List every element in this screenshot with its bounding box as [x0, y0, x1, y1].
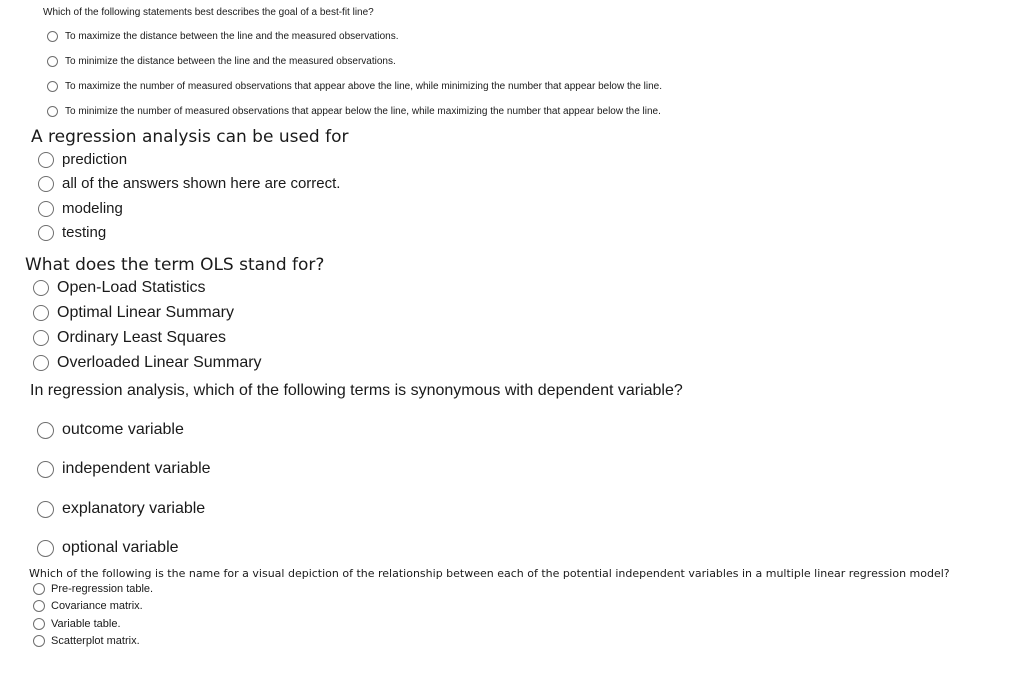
radio-button[interactable]	[33, 280, 49, 296]
question-2-prompt: A regression analysis can be used for	[31, 127, 349, 147]
question-4-option-1[interactable]	[37, 421, 184, 439]
question-1-option-1[interactable]	[47, 31, 399, 42]
radio-button[interactable]	[38, 176, 54, 192]
question-4-option-2[interactable]	[37, 460, 211, 478]
question-2-option-1[interactable]	[38, 151, 127, 168]
question-5-option-1[interactable]	[33, 583, 153, 595]
radio-button[interactable]	[47, 106, 58, 117]
option-label: To minimize the distance between the line and the measured observations.	[65, 56, 396, 67]
radio-button[interactable]	[47, 31, 58, 42]
option-label: prediction	[62, 151, 128, 168]
option-label: Pre-regression table.	[51, 583, 154, 595]
question-4-option-3[interactable]	[37, 500, 205, 518]
question-3-prompt: What does the term OLS stand for?	[25, 255, 325, 275]
radio-button[interactable]	[33, 635, 45, 647]
radio-button[interactable]	[38, 225, 54, 241]
radio-button[interactable]	[33, 583, 45, 595]
option-label: Optimal Linear Summary	[57, 304, 234, 321]
option-label: explanatory variable	[62, 500, 206, 517]
option-label: Variable table.	[51, 618, 121, 630]
radio-button[interactable]	[37, 422, 54, 439]
question-4-prompt: In regression analysis, which of the following terms is synonymous with dependent variable?	[30, 382, 683, 399]
option-label: Covariance matrix.	[51, 600, 143, 612]
radio-button[interactable]	[33, 600, 45, 612]
radio-button[interactable]	[33, 618, 45, 630]
option-label: To maximize the number of measured observations that appear above the line, while minimizing the number that appear below the line.	[65, 81, 662, 92]
radio-button[interactable]	[37, 461, 54, 478]
question-1-option-2[interactable]	[47, 56, 396, 67]
option-label: optional variable	[62, 539, 179, 556]
question-3-option-2[interactable]	[33, 304, 234, 322]
option-label: testing	[62, 224, 107, 241]
radio-button[interactable]	[38, 201, 54, 217]
option-label: To maximize the distance between the line and the measured observations.	[65, 31, 399, 42]
radio-button[interactable]	[38, 152, 54, 168]
question-4-option-4[interactable]	[37, 539, 179, 557]
option-label: Ordinary Least Squares	[57, 329, 226, 346]
option-label: To minimize the number of measured observations that appear below the line, while maximizing the number that appear below the line.	[65, 106, 661, 117]
question-5-option-2[interactable]	[33, 600, 143, 612]
question-5-prompt: Which of the following is the name for a visual depiction of the relationship between each of the potential independent variables in a multiple linear regression model?	[29, 567, 950, 580]
option-label: Scatterplot matrix.	[51, 635, 140, 647]
option-label: Open-Load Statistics	[57, 279, 206, 296]
radio-button[interactable]	[33, 355, 49, 371]
radio-button[interactable]	[37, 540, 54, 557]
question-3-option-3[interactable]	[33, 329, 226, 347]
option-label: outcome variable	[62, 421, 184, 438]
question-1-option-3[interactable]	[47, 81, 662, 92]
option-label: modeling	[62, 200, 123, 217]
radio-button[interactable]	[47, 56, 58, 67]
radio-button[interactable]	[47, 81, 58, 92]
radio-button[interactable]	[37, 501, 54, 518]
question-1-option-4[interactable]	[47, 106, 661, 117]
radio-button[interactable]	[33, 305, 49, 321]
question-3-option-1[interactable]	[33, 279, 206, 297]
question-2-option-4[interactable]	[38, 224, 106, 241]
option-label: independent variable	[62, 460, 211, 477]
question-2-option-2[interactable]	[38, 175, 340, 192]
question-5-option-3[interactable]	[33, 618, 121, 630]
question-3-option-4[interactable]	[33, 354, 262, 372]
question-2-option-3[interactable]	[38, 200, 123, 217]
question-1-prompt: Which of the following statements best describes the goal of a best-fit line?	[43, 7, 374, 18]
option-label: Overloaded Linear Summary	[57, 354, 262, 371]
radio-button[interactable]	[33, 330, 49, 346]
question-5-option-4[interactable]	[33, 635, 140, 647]
option-label: all of the answers shown here are correct.	[62, 175, 341, 192]
